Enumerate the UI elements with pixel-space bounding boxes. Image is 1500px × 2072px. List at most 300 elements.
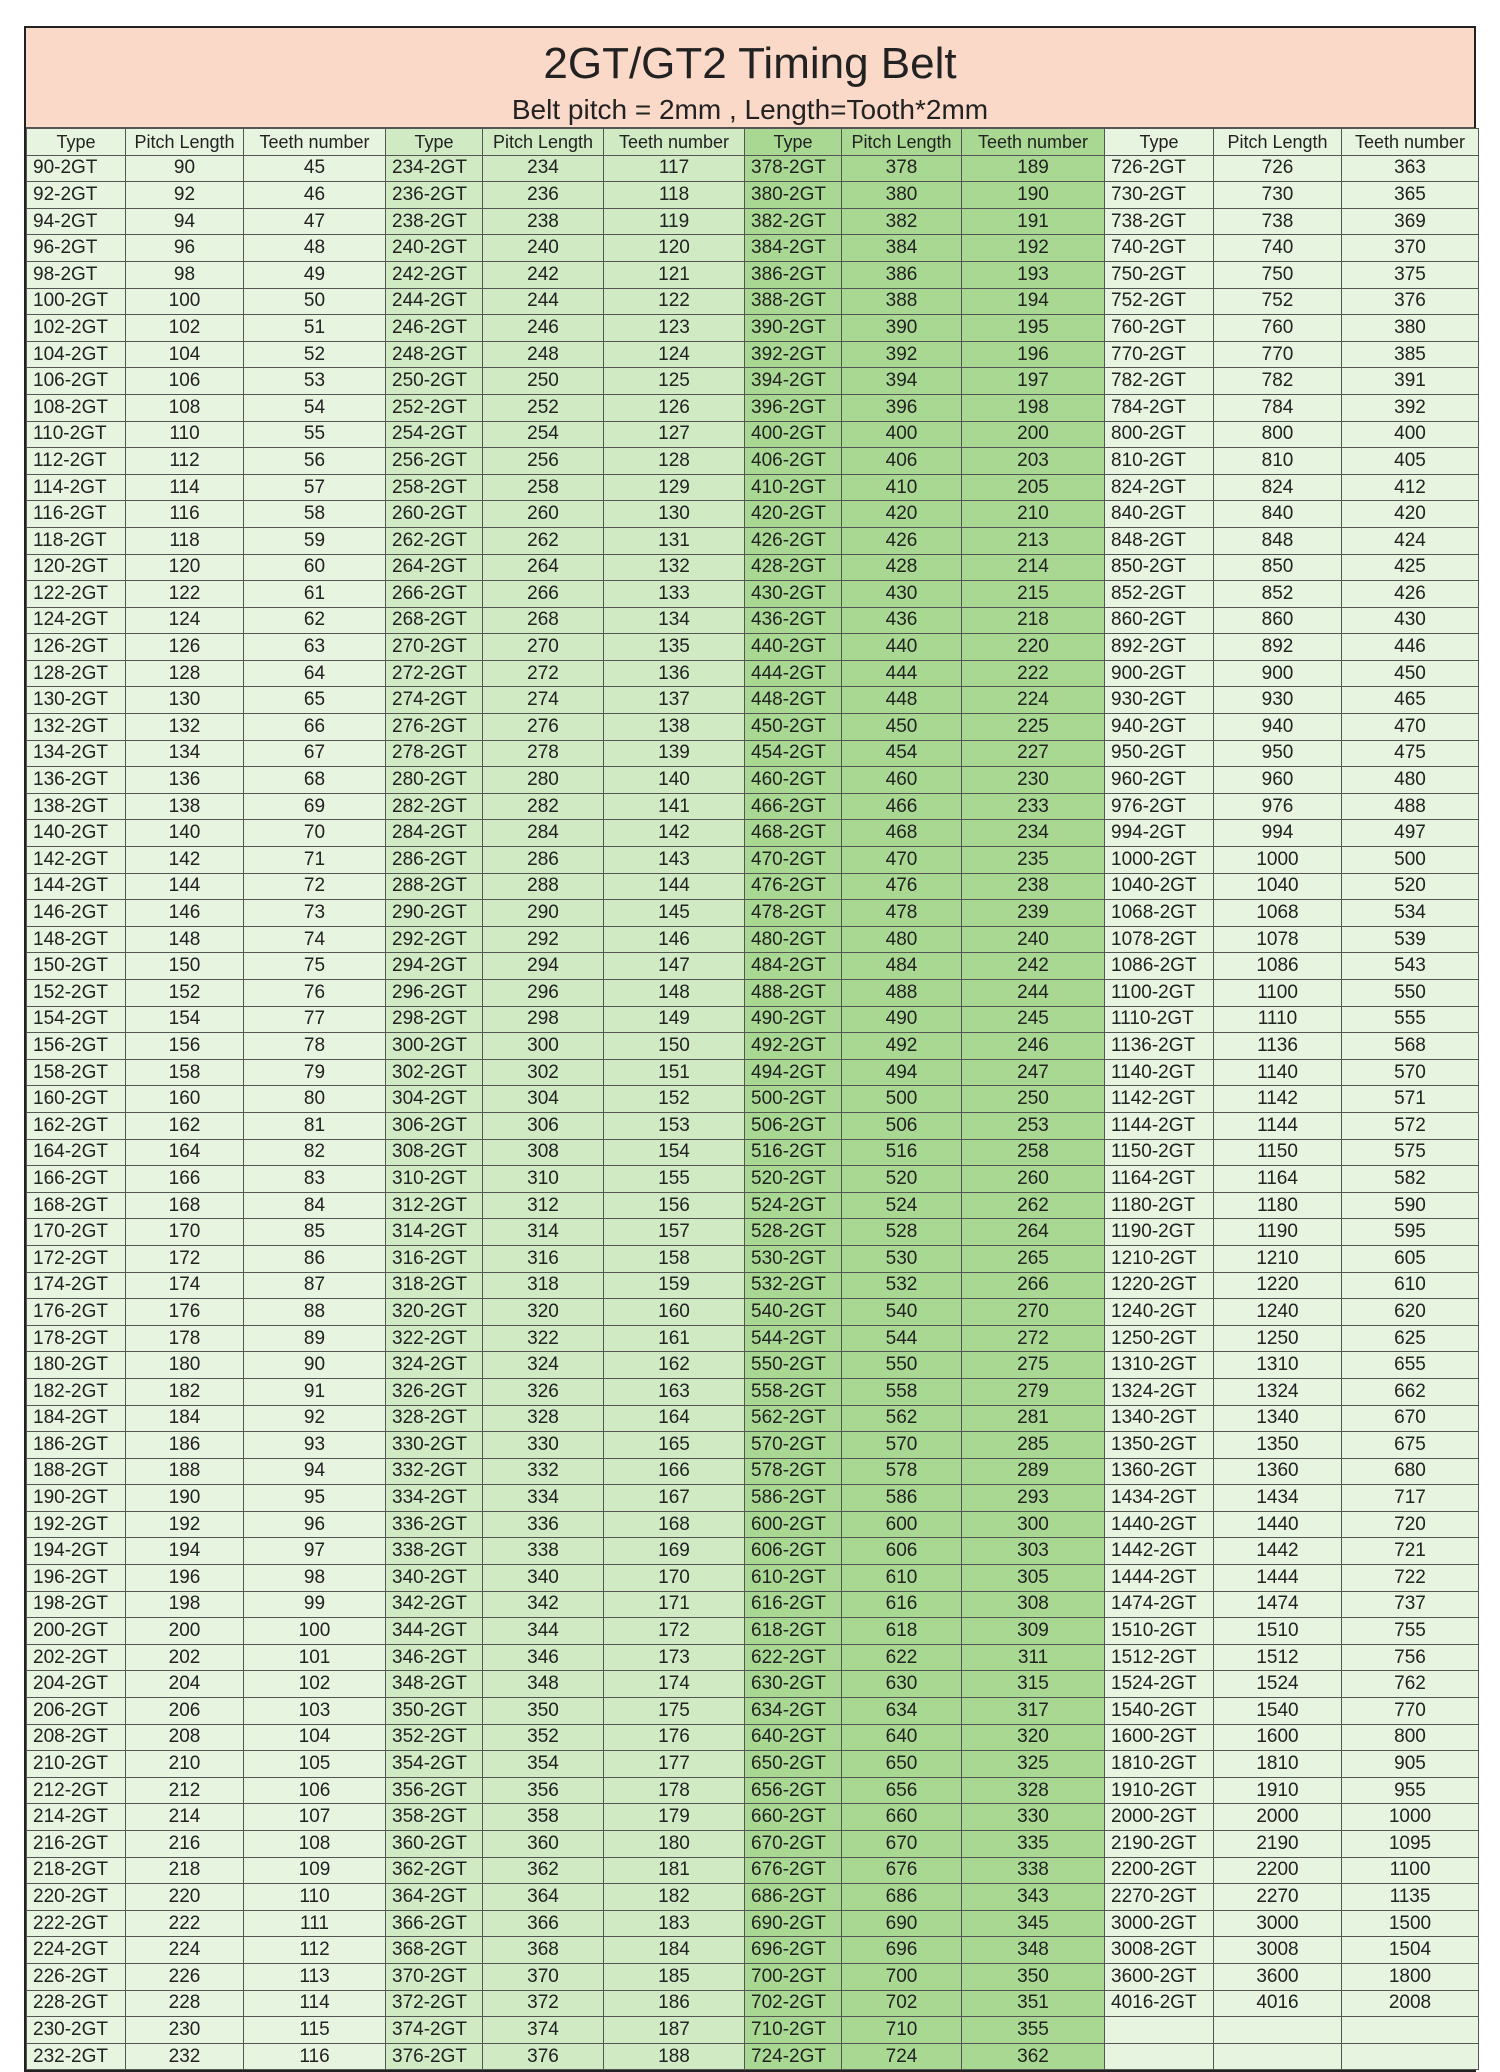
table-row bbox=[27, 421, 1479, 448]
pitch-length-cell: 336 bbox=[483, 1511, 604, 1538]
pitch-length-cell: 724 bbox=[842, 2043, 962, 2070]
table-row bbox=[27, 1059, 1479, 1086]
pitch-length-cell: 506 bbox=[842, 1112, 962, 1139]
teeth-number-cell: 47 bbox=[244, 208, 386, 235]
teeth-number-cell: 720 bbox=[1342, 1511, 1479, 1538]
teeth-number-cell: 500 bbox=[1342, 847, 1479, 874]
pitch-length-cell: 234 bbox=[483, 155, 604, 182]
teeth-number-cell: 162 bbox=[604, 1352, 745, 1379]
teeth-number-cell: 198 bbox=[962, 394, 1105, 421]
pitch-length-cell: 386 bbox=[842, 261, 962, 288]
pitch-length-cell: 940 bbox=[1214, 714, 1342, 741]
pitch-length-cell: 130 bbox=[126, 687, 244, 714]
belt-type-cell: 440-2GT bbox=[745, 634, 842, 661]
table-row bbox=[27, 448, 1479, 475]
pitch-length-cell: 2200 bbox=[1214, 1857, 1342, 1884]
teeth-number-cell: 1504 bbox=[1342, 1937, 1479, 1964]
belt-type-cell: 1810-2GT bbox=[1105, 1751, 1214, 1778]
pitch-length-cell: 850 bbox=[1214, 554, 1342, 581]
teeth-number-cell: 570 bbox=[1342, 1059, 1479, 1086]
pitch-length-cell: 444 bbox=[842, 660, 962, 687]
pitch-length-cell: 1190 bbox=[1214, 1219, 1342, 1246]
belt-type-cell: 186-2GT bbox=[27, 1432, 126, 1459]
belt-type-cell: 1240-2GT bbox=[1105, 1299, 1214, 1326]
belt-type-cell: 144-2GT bbox=[27, 873, 126, 900]
header-pitch-length: Pitch Length bbox=[1214, 129, 1342, 156]
pitch-length-cell: 520 bbox=[842, 1166, 962, 1193]
pitch-length-cell: 316 bbox=[483, 1245, 604, 1272]
teeth-number-cell: 86 bbox=[244, 1245, 386, 1272]
table-row bbox=[27, 1751, 1479, 1778]
table-row bbox=[27, 1485, 1479, 1512]
pitch-length-cell: 182 bbox=[126, 1378, 244, 1405]
belt-type-cell: 586-2GT bbox=[745, 1485, 842, 1512]
pitch-length-cell: 2000 bbox=[1214, 1804, 1342, 1831]
teeth-number-cell: 488 bbox=[1342, 793, 1479, 820]
header-type: Type bbox=[386, 129, 483, 156]
teeth-number-cell: 100 bbox=[244, 1618, 386, 1645]
pitch-length-cell: 236 bbox=[483, 182, 604, 209]
pitch-length-cell: 324 bbox=[483, 1352, 604, 1379]
teeth-number-cell: 52 bbox=[244, 341, 386, 368]
pitch-length-cell: 1086 bbox=[1214, 953, 1342, 980]
teeth-number-cell: 568 bbox=[1342, 1033, 1479, 1060]
header-pitch-length: Pitch Length bbox=[842, 129, 962, 156]
pitch-length-cell: 110 bbox=[126, 421, 244, 448]
pitch-length-cell: 258 bbox=[483, 474, 604, 501]
belt-type-cell: 702-2GT bbox=[745, 1990, 842, 2017]
teeth-number-cell: 224 bbox=[962, 687, 1105, 714]
belt-type-cell: 1540-2GT bbox=[1105, 1698, 1214, 1725]
teeth-number-cell: 156 bbox=[604, 1192, 745, 1219]
pitch-length-cell: 782 bbox=[1214, 368, 1342, 395]
belt-type-cell: 96-2GT bbox=[27, 235, 126, 262]
pitch-length-cell: 308 bbox=[483, 1139, 604, 1166]
pitch-length-cell: 516 bbox=[842, 1139, 962, 1166]
teeth-number-cell: 95 bbox=[244, 1485, 386, 1512]
pitch-length-cell: 296 bbox=[483, 980, 604, 1007]
teeth-number-cell: 173 bbox=[604, 1644, 745, 1671]
pitch-length-cell: 260 bbox=[483, 501, 604, 528]
teeth-number-cell: 166 bbox=[604, 1458, 745, 1485]
table-row bbox=[27, 767, 1479, 794]
belt-type-cell: 4016-2GT bbox=[1105, 1990, 1214, 2017]
pitch-length-cell: 558 bbox=[842, 1378, 962, 1405]
teeth-number-cell: 54 bbox=[244, 394, 386, 421]
pitch-length-cell: 184 bbox=[126, 1405, 244, 1432]
pitch-length-cell: 340 bbox=[483, 1565, 604, 1592]
pitch-length-cell: 848 bbox=[1214, 527, 1342, 554]
pitch-length-cell: 190 bbox=[126, 1485, 244, 1512]
teeth-number-cell: 118 bbox=[604, 182, 745, 209]
teeth-number-cell: 325 bbox=[962, 1751, 1105, 1778]
belt-type-cell: 392-2GT bbox=[745, 341, 842, 368]
pitch-length-cell: 370 bbox=[483, 1963, 604, 1990]
table-row bbox=[27, 2017, 1479, 2044]
belt-type-cell: 390-2GT bbox=[745, 315, 842, 342]
belt-type-cell: 254-2GT bbox=[386, 421, 483, 448]
header-teeth-number: Teeth number bbox=[604, 129, 745, 156]
pitch-length-cell: 364 bbox=[483, 1884, 604, 1911]
table-row bbox=[27, 1006, 1479, 1033]
pitch-length-cell: 400 bbox=[842, 421, 962, 448]
pitch-length-cell: 1324 bbox=[1214, 1378, 1342, 1405]
teeth-number-cell: 186 bbox=[604, 1990, 745, 2017]
table-row bbox=[27, 1644, 1479, 1671]
pitch-length-cell: 2190 bbox=[1214, 1831, 1342, 1858]
pitch-length-cell: 128 bbox=[126, 660, 244, 687]
teeth-number-cell: 171 bbox=[604, 1591, 745, 1618]
teeth-number-cell: 343 bbox=[962, 1884, 1105, 1911]
belt-type-cell: 242-2GT bbox=[386, 261, 483, 288]
teeth-number-cell: 480 bbox=[1342, 767, 1479, 794]
belt-type-cell: 478-2GT bbox=[745, 900, 842, 927]
pitch-length-cell: 540 bbox=[842, 1299, 962, 1326]
belt-type-cell: 330-2GT bbox=[386, 1432, 483, 1459]
pitch-length-cell: 384 bbox=[842, 235, 962, 262]
pitch-length-cell: 356 bbox=[483, 1777, 604, 1804]
pitch-length-cell: 174 bbox=[126, 1272, 244, 1299]
teeth-number-cell: 475 bbox=[1342, 740, 1479, 767]
teeth-number-cell: 266 bbox=[962, 1272, 1105, 1299]
pitch-length-cell: 136 bbox=[126, 767, 244, 794]
teeth-number-cell: 163 bbox=[604, 1378, 745, 1405]
teeth-number-cell: 181 bbox=[604, 1857, 745, 1884]
pitch-length-cell: 124 bbox=[126, 607, 244, 634]
pitch-length-cell: 392 bbox=[842, 341, 962, 368]
teeth-number-cell: 149 bbox=[604, 1006, 745, 1033]
teeth-number-cell: 425 bbox=[1342, 554, 1479, 581]
teeth-number-cell: 320 bbox=[962, 1724, 1105, 1751]
table-row bbox=[27, 554, 1479, 581]
belt-type-cell: 126-2GT bbox=[27, 634, 126, 661]
belt-type-cell: 120-2GT bbox=[27, 554, 126, 581]
belt-type-cell: 258-2GT bbox=[386, 474, 483, 501]
teeth-number-cell: 58 bbox=[244, 501, 386, 528]
belt-type-cell: 318-2GT bbox=[386, 1272, 483, 1299]
table-row bbox=[27, 315, 1479, 342]
teeth-number-cell: 272 bbox=[962, 1325, 1105, 1352]
belt-type-cell: 386-2GT bbox=[745, 261, 842, 288]
teeth-number-cell: 139 bbox=[604, 740, 745, 767]
belt-type-cell: 730-2GT bbox=[1105, 182, 1214, 209]
pitch-length-cell: 440 bbox=[842, 634, 962, 661]
belt-type-cell: 656-2GT bbox=[745, 1777, 842, 1804]
belt-type-cell: 90-2GT bbox=[27, 155, 126, 182]
teeth-number-cell: 605 bbox=[1342, 1245, 1479, 1272]
belt-type-cell: 210-2GT bbox=[27, 1751, 126, 1778]
pitch-length-cell: 300 bbox=[483, 1033, 604, 1060]
pitch-length-cell: 222 bbox=[126, 1910, 244, 1937]
belt-type-cell: 272-2GT bbox=[386, 660, 483, 687]
pitch-length-cell: 690 bbox=[842, 1910, 962, 1937]
pitch-length-cell: 346 bbox=[483, 1644, 604, 1671]
teeth-number-cell: 70 bbox=[244, 820, 386, 847]
teeth-number-cell: 93 bbox=[244, 1432, 386, 1459]
belt-type-cell: 454-2GT bbox=[745, 740, 842, 767]
teeth-number-cell: 955 bbox=[1342, 1777, 1479, 1804]
teeth-number-cell: 155 bbox=[604, 1166, 745, 1193]
pitch-length-cell: 108 bbox=[126, 394, 244, 421]
pitch-length-cell: 152 bbox=[126, 980, 244, 1007]
teeth-number-cell: 244 bbox=[962, 980, 1105, 1007]
teeth-number-cell: 85 bbox=[244, 1219, 386, 1246]
teeth-number-cell: 56 bbox=[244, 448, 386, 475]
pitch-length-cell: 378 bbox=[842, 155, 962, 182]
belt-type-cell: 216-2GT bbox=[27, 1831, 126, 1858]
pitch-length-cell: 198 bbox=[126, 1591, 244, 1618]
pitch-length-cell: 306 bbox=[483, 1112, 604, 1139]
belt-type-cell: 1444-2GT bbox=[1105, 1565, 1214, 1592]
pitch-length-cell: 292 bbox=[483, 926, 604, 953]
belt-type-cell: 610-2GT bbox=[745, 1565, 842, 1592]
belt-type-cell: 426-2GT bbox=[745, 527, 842, 554]
teeth-number-cell: 680 bbox=[1342, 1458, 1479, 1485]
belt-type-cell: 1040-2GT bbox=[1105, 873, 1214, 900]
belt-type-cell: 118-2GT bbox=[27, 527, 126, 554]
belt-type-cell: 320-2GT bbox=[386, 1299, 483, 1326]
belt-type-cell: 660-2GT bbox=[745, 1804, 842, 1831]
teeth-number-cell: 281 bbox=[962, 1405, 1105, 1432]
pitch-length-cell: 250 bbox=[483, 368, 604, 395]
table-row bbox=[27, 208, 1479, 235]
belt-type-cell: 138-2GT bbox=[27, 793, 126, 820]
teeth-number-cell: 330 bbox=[962, 1804, 1105, 1831]
teeth-number-cell: 96 bbox=[244, 1511, 386, 1538]
pitch-length-cell: 1000 bbox=[1214, 847, 1342, 874]
pitch-length-cell: 360 bbox=[483, 1831, 604, 1858]
teeth-number-cell: 1135 bbox=[1342, 1884, 1479, 1911]
teeth-number-cell: 737 bbox=[1342, 1591, 1479, 1618]
pitch-length-cell: 578 bbox=[842, 1458, 962, 1485]
belt-type-cell: 228-2GT bbox=[27, 1990, 126, 2017]
table-row bbox=[27, 1963, 1479, 1990]
pitch-length-cell: 900 bbox=[1214, 660, 1342, 687]
belt-type-cell: 1150-2GT bbox=[1105, 1139, 1214, 1166]
belt-type-cell: 622-2GT bbox=[745, 1644, 842, 1671]
teeth-number-cell: 183 bbox=[604, 1910, 745, 1937]
table-row bbox=[27, 1299, 1479, 1326]
teeth-number-cell: 550 bbox=[1342, 980, 1479, 1007]
belt-size-table bbox=[26, 128, 1479, 2070]
pitch-length-cell: 676 bbox=[842, 1857, 962, 1884]
pitch-length-cell: 172 bbox=[126, 1245, 244, 1272]
belt-type-cell: 840-2GT bbox=[1105, 501, 1214, 528]
table-row bbox=[27, 527, 1479, 554]
teeth-number-cell: 170 bbox=[604, 1565, 745, 1592]
pitch-length-cell: 840 bbox=[1214, 501, 1342, 528]
teeth-number-cell: 285 bbox=[962, 1432, 1105, 1459]
teeth-number-cell: 147 bbox=[604, 953, 745, 980]
pitch-length-cell: 1100 bbox=[1214, 980, 1342, 1007]
teeth-number-cell: 131 bbox=[604, 527, 745, 554]
pitch-length-cell: 254 bbox=[483, 421, 604, 448]
pitch-length-cell: 460 bbox=[842, 767, 962, 794]
pitch-length-cell: 230 bbox=[126, 2017, 244, 2044]
pitch-length-cell: 244 bbox=[483, 288, 604, 315]
belt-type-cell: 606-2GT bbox=[745, 1538, 842, 1565]
pitch-length-cell: 180 bbox=[126, 1352, 244, 1379]
belt-type-cell: 824-2GT bbox=[1105, 474, 1214, 501]
belt-type-cell: 148-2GT bbox=[27, 926, 126, 953]
teeth-number-cell: 430 bbox=[1342, 607, 1479, 634]
teeth-number-cell: 717 bbox=[1342, 1485, 1479, 1512]
pitch-length-cell: 150 bbox=[126, 953, 244, 980]
table-row bbox=[27, 1724, 1479, 1751]
teeth-number-cell: 121 bbox=[604, 261, 745, 288]
table-row bbox=[27, 1804, 1479, 1831]
pitch-length-cell: 1164 bbox=[1214, 1166, 1342, 1193]
teeth-number-cell: 625 bbox=[1342, 1325, 1479, 1352]
pitch-length-cell: 132 bbox=[126, 714, 244, 741]
pitch-length-cell: 134 bbox=[126, 740, 244, 767]
pitch-length-cell: 1240 bbox=[1214, 1299, 1342, 1326]
belt-type-cell: 130-2GT bbox=[27, 687, 126, 714]
pitch-length-cell: 650 bbox=[842, 1751, 962, 1778]
teeth-number-cell: 317 bbox=[962, 1698, 1105, 1725]
teeth-number-cell: 335 bbox=[962, 1831, 1105, 1858]
pitch-length-cell: 348 bbox=[483, 1671, 604, 1698]
teeth-number-cell: 153 bbox=[604, 1112, 745, 1139]
pitch-length-cell: 98 bbox=[126, 261, 244, 288]
belt-type-cell: 490-2GT bbox=[745, 1006, 842, 1033]
teeth-number-cell: 196 bbox=[962, 341, 1105, 368]
belt-type-cell: 420-2GT bbox=[745, 501, 842, 528]
pitch-length-cell: 1140 bbox=[1214, 1059, 1342, 1086]
pitch-length-cell: 164 bbox=[126, 1139, 244, 1166]
belt-type-cell: 1340-2GT bbox=[1105, 1405, 1214, 1432]
pitch-length-cell: 214 bbox=[126, 1804, 244, 1831]
pitch-length-cell: 146 bbox=[126, 900, 244, 927]
belt-type-cell: 332-2GT bbox=[386, 1458, 483, 1485]
teeth-number-cell: 135 bbox=[604, 634, 745, 661]
pitch-length-cell: 326 bbox=[483, 1378, 604, 1405]
teeth-number-cell: 722 bbox=[1342, 1565, 1479, 1592]
pitch-length-cell: 466 bbox=[842, 793, 962, 820]
pitch-length-cell: 640 bbox=[842, 1724, 962, 1751]
belt-type-cell: 900-2GT bbox=[1105, 660, 1214, 687]
teeth-number-cell: 64 bbox=[244, 660, 386, 687]
pitch-length-cell: 310 bbox=[483, 1166, 604, 1193]
pitch-length-cell: 410 bbox=[842, 474, 962, 501]
belt-type-cell: 348-2GT bbox=[386, 1671, 483, 1698]
teeth-number-cell: 67 bbox=[244, 740, 386, 767]
belt-type-cell: 848-2GT bbox=[1105, 527, 1214, 554]
belt-type-cell: 1144-2GT bbox=[1105, 1112, 1214, 1139]
belt-type-cell: 92-2GT bbox=[27, 182, 126, 209]
table-row bbox=[27, 1511, 1479, 1538]
pitch-length-cell: 156 bbox=[126, 1033, 244, 1060]
belt-type-cell: 558-2GT bbox=[745, 1378, 842, 1405]
teeth-number-cell: 189 bbox=[962, 155, 1105, 182]
header-teeth-number: Teeth number bbox=[1342, 129, 1479, 156]
pitch-length-cell: 1434 bbox=[1214, 1485, 1342, 1512]
belt-type-cell: 376-2GT bbox=[386, 2043, 483, 2070]
table-row bbox=[27, 261, 1479, 288]
teeth-number-cell: 610 bbox=[1342, 1272, 1479, 1299]
belt-type-cell: 484-2GT bbox=[745, 953, 842, 980]
table-row bbox=[27, 1777, 1479, 1804]
teeth-number-cell: 110 bbox=[244, 1884, 386, 1911]
pitch-length-cell: 328 bbox=[483, 1405, 604, 1432]
belt-type-cell: 154-2GT bbox=[27, 1006, 126, 1033]
belt-type-cell: 202-2GT bbox=[27, 1644, 126, 1671]
belt-type-cell: 670-2GT bbox=[745, 1831, 842, 1858]
belt-type-cell: 994-2GT bbox=[1105, 820, 1214, 847]
teeth-number-cell: 300 bbox=[962, 1511, 1105, 1538]
pitch-length-cell: 104 bbox=[126, 341, 244, 368]
belt-type-cell: 142-2GT bbox=[27, 847, 126, 874]
teeth-number-cell: 210 bbox=[962, 501, 1105, 528]
header-type: Type bbox=[745, 129, 842, 156]
pitch-length-cell: 530 bbox=[842, 1245, 962, 1272]
pitch-length-cell: 204 bbox=[126, 1671, 244, 1698]
pitch-length-cell: 730 bbox=[1214, 182, 1342, 209]
table-row bbox=[27, 900, 1479, 927]
pitch-length-cell: 1340 bbox=[1214, 1405, 1342, 1432]
pitch-length-cell: 352 bbox=[483, 1724, 604, 1751]
belt-type-cell: 738-2GT bbox=[1105, 208, 1214, 235]
teeth-number-cell: 143 bbox=[604, 847, 745, 874]
pitch-length-cell: 1150 bbox=[1214, 1139, 1342, 1166]
pitch-length-cell: 1040 bbox=[1214, 873, 1342, 900]
teeth-number-cell: 90 bbox=[244, 1352, 386, 1379]
teeth-number-cell: 905 bbox=[1342, 1751, 1479, 1778]
table-row bbox=[27, 1219, 1479, 1246]
pitch-length-cell: 238 bbox=[483, 208, 604, 235]
table-row bbox=[27, 1325, 1479, 1352]
pitch-length-cell: 426 bbox=[842, 527, 962, 554]
teeth-number-cell: 1800 bbox=[1342, 1963, 1479, 1990]
belt-type-cell: 492-2GT bbox=[745, 1033, 842, 1060]
teeth-number-cell: 305 bbox=[962, 1565, 1105, 1592]
teeth-number-cell: 65 bbox=[244, 687, 386, 714]
belt-type-cell: 290-2GT bbox=[386, 900, 483, 927]
teeth-number-cell: 146 bbox=[604, 926, 745, 953]
teeth-number-cell: 111 bbox=[244, 1910, 386, 1937]
table-row bbox=[27, 155, 1479, 182]
pitch-length-cell: 406 bbox=[842, 448, 962, 475]
teeth-number-cell: 345 bbox=[962, 1910, 1105, 1937]
table-row bbox=[27, 1990, 1479, 2017]
teeth-number-cell: 101 bbox=[244, 1644, 386, 1671]
belt-type-cell: 690-2GT bbox=[745, 1910, 842, 1937]
pitch-length-cell: 154 bbox=[126, 1006, 244, 1033]
belt-type-cell: 3600-2GT bbox=[1105, 1963, 1214, 1990]
pitch-length-cell: 282 bbox=[483, 793, 604, 820]
pitch-length-cell: 218 bbox=[126, 1857, 244, 1884]
teeth-number-cell: 114 bbox=[244, 1990, 386, 2017]
teeth-number-cell: 159 bbox=[604, 1272, 745, 1299]
pitch-length-cell: 366 bbox=[483, 1910, 604, 1937]
belt-type-cell: 700-2GT bbox=[745, 1963, 842, 1990]
belt-type-cell: 378-2GT bbox=[745, 155, 842, 182]
belt-type-cell: 308-2GT bbox=[386, 1139, 483, 1166]
teeth-number-cell: 142 bbox=[604, 820, 745, 847]
belt-type-cell: 380-2GT bbox=[745, 182, 842, 209]
teeth-number-cell: 104 bbox=[244, 1724, 386, 1751]
teeth-number-cell: 88 bbox=[244, 1299, 386, 1326]
pitch-length-cell: 192 bbox=[126, 1511, 244, 1538]
pitch-length-cell: 210 bbox=[126, 1751, 244, 1778]
teeth-number-cell: 315 bbox=[962, 1671, 1105, 1698]
belt-type-cell: 300-2GT bbox=[386, 1033, 483, 1060]
pitch-length-cell: 852 bbox=[1214, 581, 1342, 608]
teeth-number-cell: 670 bbox=[1342, 1405, 1479, 1432]
belt-type-cell: 852-2GT bbox=[1105, 581, 1214, 608]
teeth-number-cell: 167 bbox=[604, 1485, 745, 1512]
pitch-length-cell: 212 bbox=[126, 1777, 244, 1804]
